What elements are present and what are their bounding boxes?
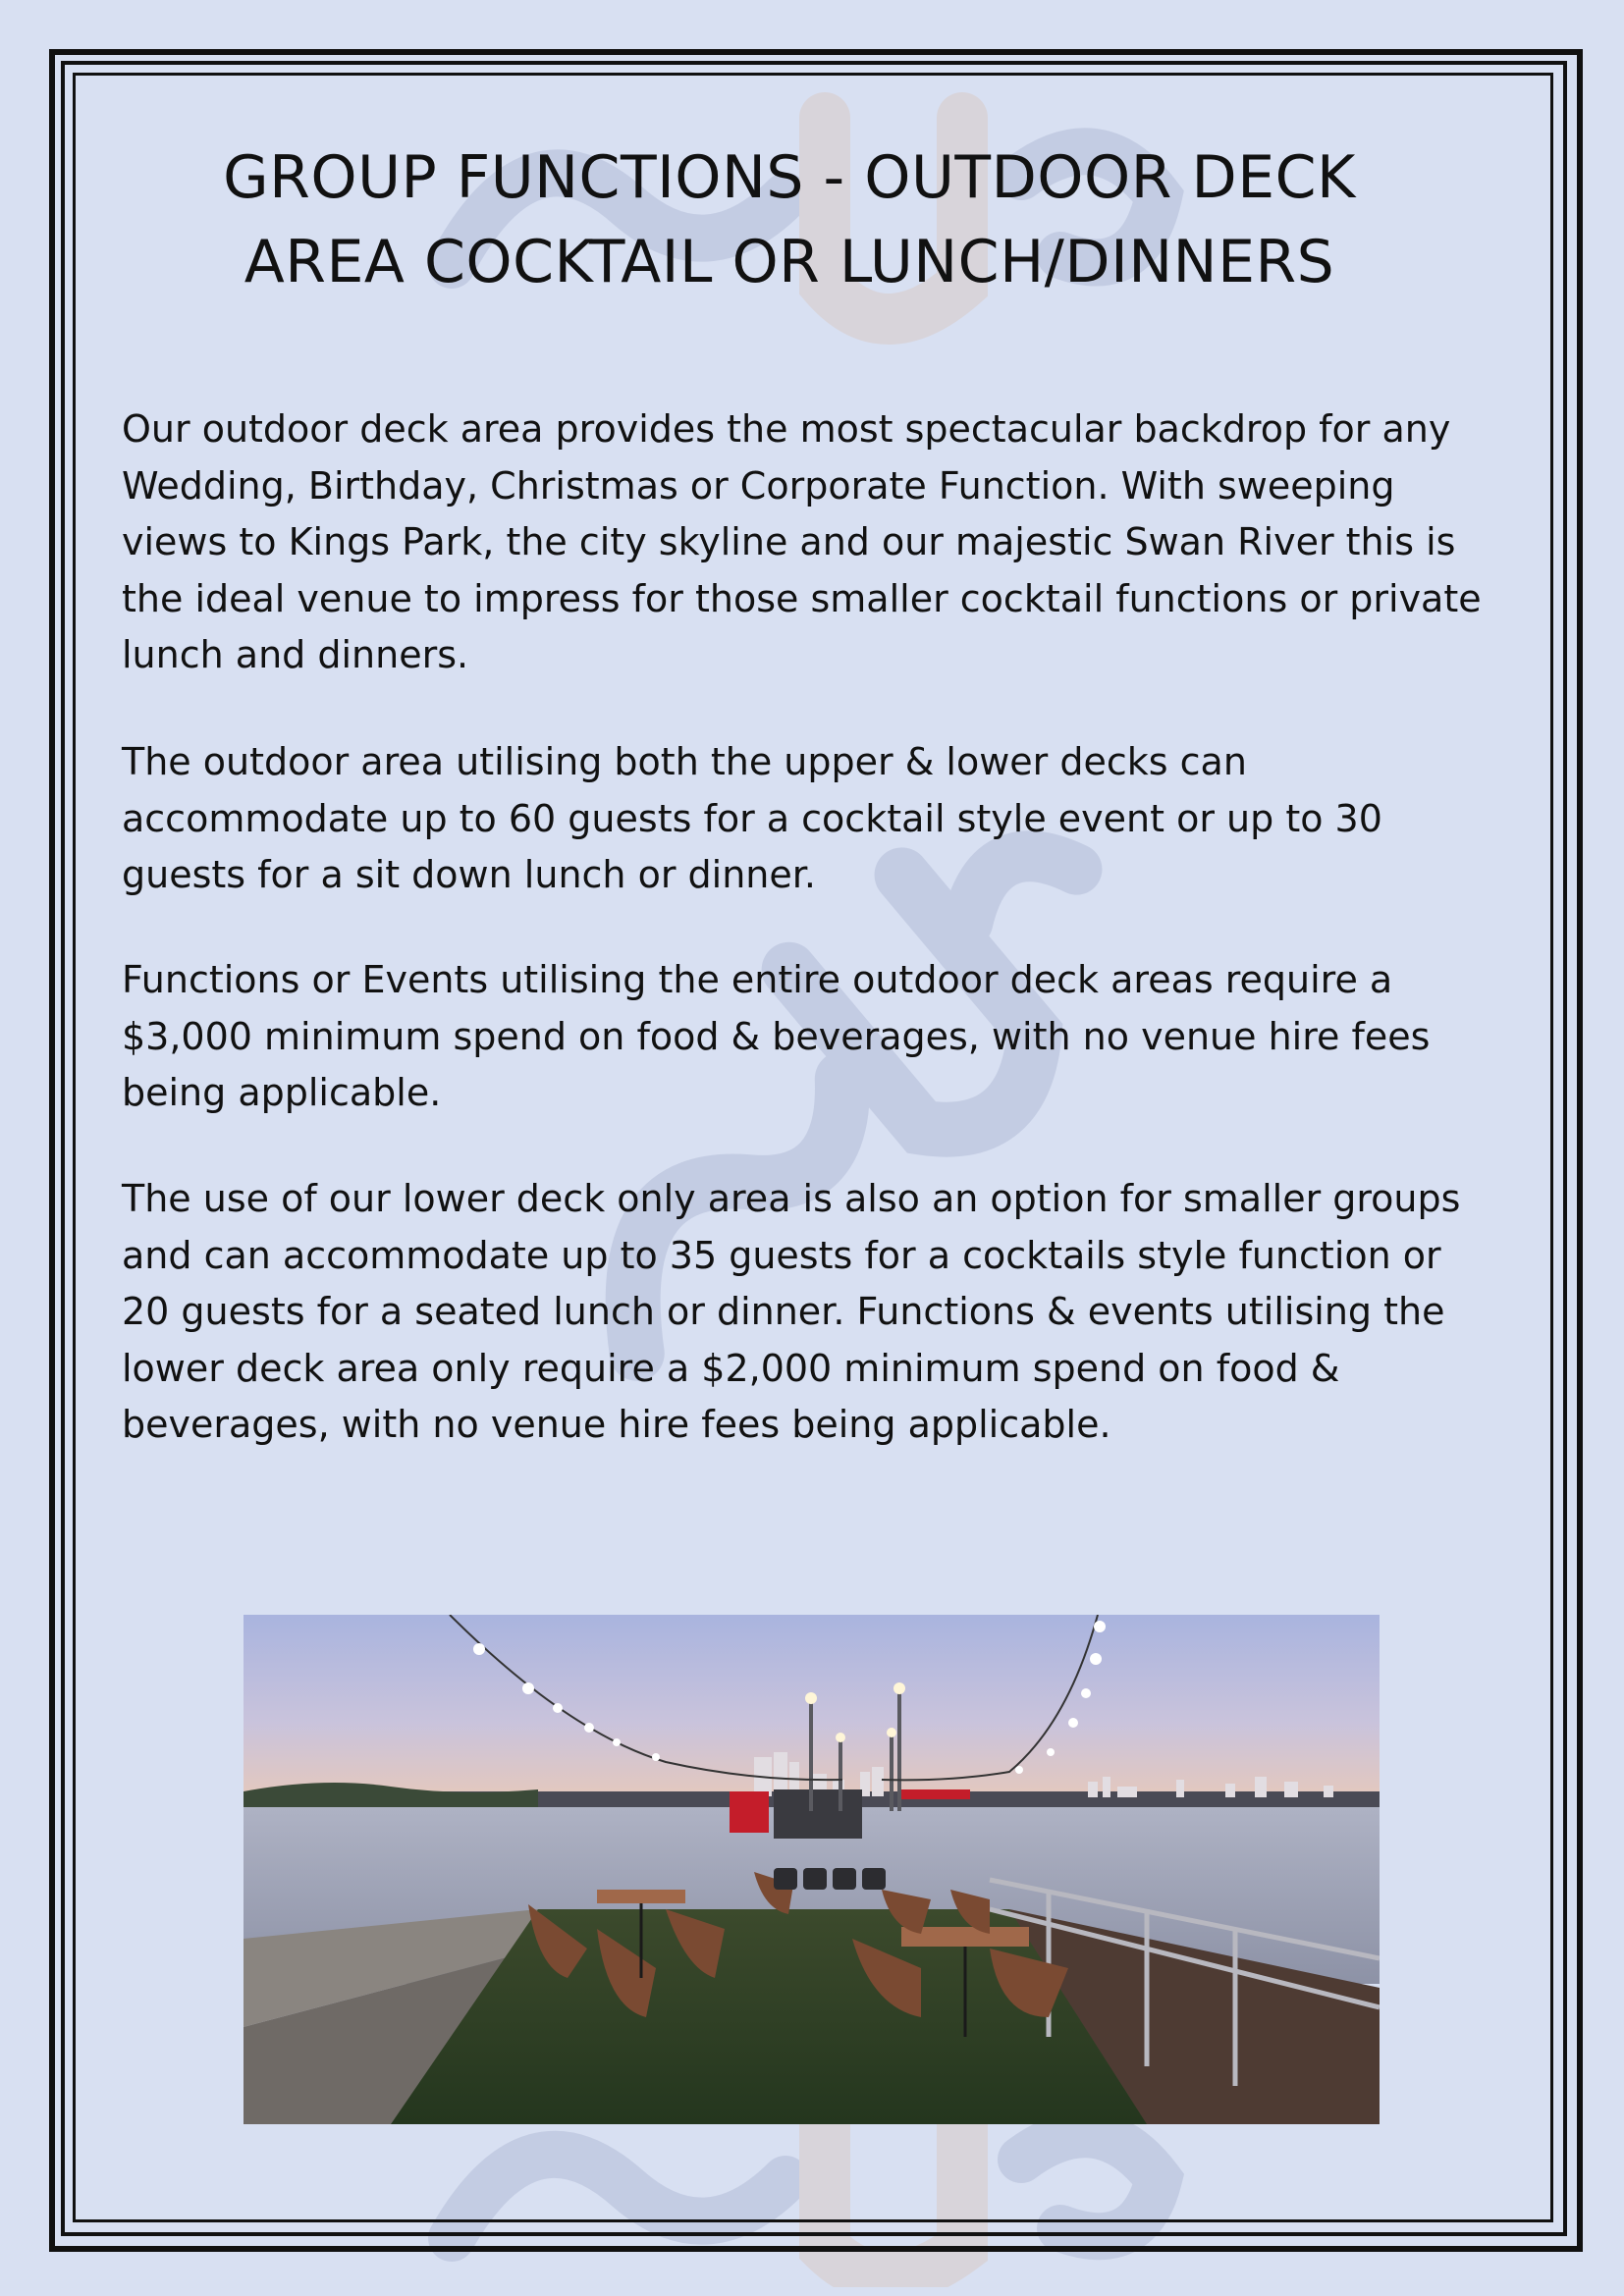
title-line-1: GROUP FUNCTIONS - OUTDOOR DECK (223, 143, 1356, 212)
title-line-2: AREA COCKTAIL OR LUNCH/DINNERS (244, 228, 1335, 296)
page-title (122, 135, 1457, 304)
minimum-spend-paragraph: Functions or Events utilising the entire outdoor deck areas require a $3,000 minimum spend on food & beverages, with no venue hire fees being applicable. (122, 958, 1431, 1114)
lower-deck-paragraph: The use of our lower deck only area is also an option for smaller groups and can accommodate up to 35 guests for a cocktails style function or 20 guests for a seated lunch or dinner. Functions & events utilising the lower deck area only require a $2,000 minimum spend on food & beverages, with no venue hire fees being applicable. (122, 1177, 1461, 1446)
intro-paragraph: Our outdoor deck area provides the most spectacular backdrop for any Wedding, Birthday, Christmas or Corporate Function. With sweeping views to Kings Park, the city skyline and our majestic Swan River this is the ideal venue to impress for those smaller cocktail functions or private lunch and dinners. (122, 407, 1482, 676)
outdoor-deck-photo (244, 1615, 1380, 2124)
capacity-paragraph: The outdoor area utilising both the upper & lower decks can accommodate up to 60 guests for a cocktail style event or up to 30 guests for a sit down lunch or dinner. (122, 740, 1382, 896)
